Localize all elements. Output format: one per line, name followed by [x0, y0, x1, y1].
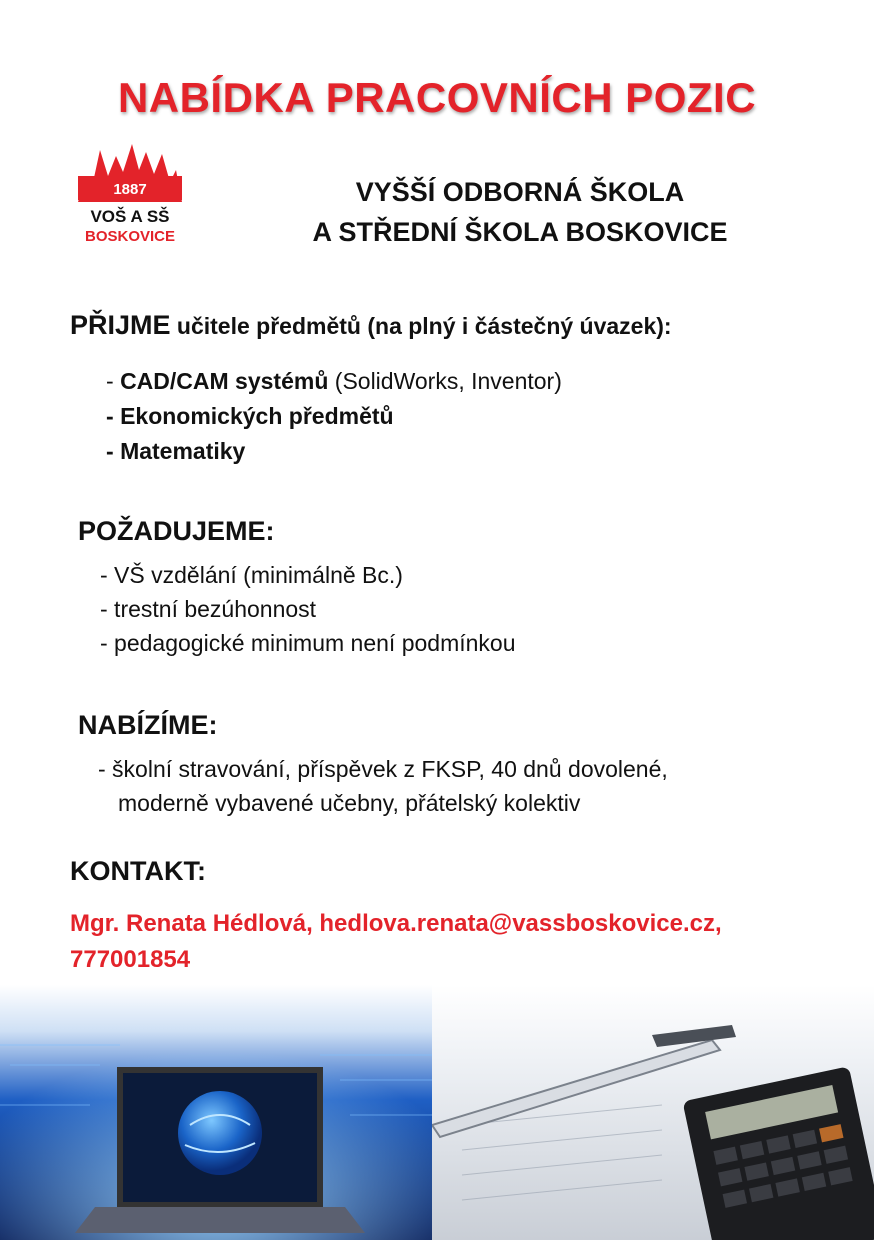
requirement-item: - VŠ vzdělání (minimálně Bc.): [100, 562, 403, 588]
contact-info: [70, 906, 722, 978]
school-logo: [76, 142, 184, 246]
school-name-line2: A STŘEDNÍ ŠKOLA BOSKOVICE: [312, 217, 728, 247]
hiring-item-subject: Matematiky: [120, 438, 246, 464]
hiring-heading: PŘIJME: [70, 310, 171, 340]
school-name-line1: VYŠŠÍ ODBORNÁ ŠKOLA: [355, 177, 685, 207]
logo-text-line1: VOŠ A SŠ: [90, 207, 170, 226]
contact-heading: KONTAKT:: [70, 856, 206, 886]
calculator-photo: [432, 985, 874, 1240]
logo-year: 1887: [113, 181, 147, 198]
page-title: NABÍDKA PRACOVNÍCH POZIC: [117, 74, 757, 121]
hiring-item-detail: (SolidWorks, Inventor): [328, 368, 562, 394]
contact-line: Mgr. Renata Hédlová, hedlova.renata@vassboskovice.cz,: [70, 910, 722, 937]
hiring-item: [106, 399, 394, 433]
requirement-item: - trestní bezúhonnost: [100, 596, 317, 622]
requirement-item: - pedagogické minimum není podmínkou: [100, 630, 516, 656]
logo-mountains-icon: [76, 142, 184, 246]
hiring-item-prefix: -: [106, 438, 121, 464]
school-name: [250, 172, 790, 252]
offer-line: moderně vybavené učebny, přátelský kolektiv: [118, 790, 581, 816]
requirements-heading: POŽADUJEME:: [78, 516, 275, 546]
offer-line: - školní stravování, příspěvek z FKSP, 40 dnů dovolené,: [98, 756, 668, 782]
hiring-item-prefix: -: [106, 368, 121, 394]
hiring-heading-row: [70, 308, 672, 343]
technology-photo: [0, 985, 432, 1240]
logo-text-line2: BOSKOVICE: [84, 228, 176, 245]
hiring-item: [106, 364, 562, 398]
hiring-item-prefix: -: [106, 403, 121, 429]
hiring-item-subject: Ekonomických předmětů: [120, 403, 394, 429]
hiring-subheading: učitele předmětů (na plný i částečný úvazek):: [176, 313, 672, 339]
contact-phone: 777001854: [70, 946, 191, 973]
hiring-item: [106, 434, 245, 468]
hiring-item-subject: CAD/CAM systémů: [120, 368, 329, 394]
offer-heading: NABÍZÍME:: [78, 710, 218, 740]
